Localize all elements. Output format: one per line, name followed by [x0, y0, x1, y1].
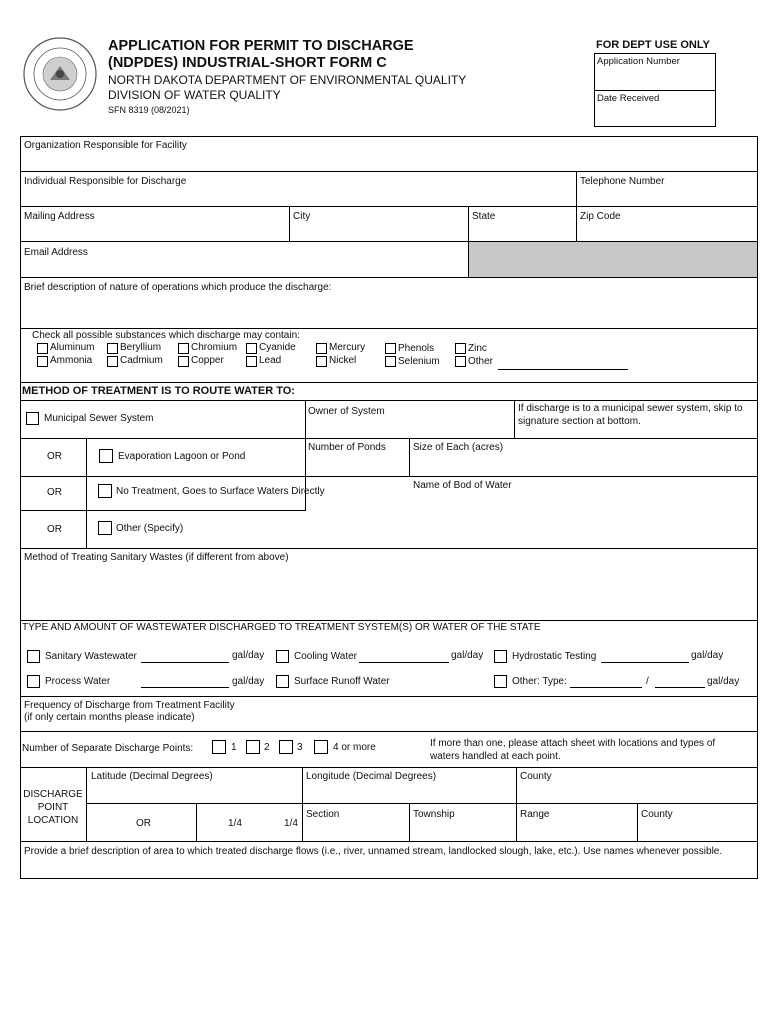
county-2-field[interactable]: County	[641, 809, 673, 820]
or-label-2: OR	[47, 487, 62, 498]
phenols-label: Phenols	[398, 343, 435, 354]
division-name: DIVISION OF WATER QUALITY	[108, 88, 281, 102]
evaporation-lagoon-checkbox[interactable]	[99, 449, 113, 463]
hydrostatic-testing-label: Hydrostatic Testing	[512, 651, 597, 662]
other-substance-line[interactable]	[498, 369, 628, 370]
points-3-checkbox[interactable]	[279, 740, 293, 754]
location-label-line1: DISCHARGE	[23, 789, 83, 800]
zip-field[interactable]: Zip Code	[580, 211, 621, 222]
location-or-label: OR	[136, 818, 151, 829]
form-title-line2: (NDPDES) INDUSTRIAL-SHORT FORM C	[108, 55, 387, 71]
email-shaded-area	[469, 242, 757, 277]
zinc-label: Zinc	[468, 343, 487, 354]
township-field[interactable]: Township	[413, 809, 455, 820]
dept-use-divider	[594, 90, 716, 91]
other-substance-checkbox[interactable]	[455, 356, 466, 367]
lead-checkbox[interactable]	[246, 356, 257, 367]
mercury-label: Mercury	[329, 342, 366, 353]
nickel-label: Nickel	[329, 355, 357, 366]
points-1-label: 1	[231, 742, 237, 753]
or-label-3: OR	[47, 524, 62, 535]
cooling-unit: gal/day	[451, 650, 484, 661]
longitude-field[interactable]: Longitude (Decimal Degrees)	[306, 771, 437, 782]
points-4-checkbox[interactable]	[314, 740, 328, 754]
ammonia-checkbox[interactable]	[37, 356, 48, 367]
ammonia-label: Ammonia	[50, 355, 93, 366]
hydrostatic-testing-checkbox[interactable]	[494, 650, 507, 663]
lead-label: Lead	[259, 355, 282, 366]
other-unit: gal/day	[707, 676, 740, 687]
mercury-checkbox[interactable]	[316, 343, 327, 354]
cyanide-label: Cyanide	[259, 342, 296, 353]
telephone-field[interactable]: Telephone Number	[580, 176, 665, 187]
department-name: NORTH DAKOTA DEPARTMENT OF ENVIRONMENTAL QUALITY	[108, 73, 467, 87]
other-type-checkbox[interactable]	[494, 675, 507, 688]
chromium-checkbox[interactable]	[178, 343, 189, 354]
sanitary-amount-line[interactable]	[141, 662, 229, 663]
frequency-label-line1[interactable]: Frequency of Discharge from Treatment Facility	[24, 700, 235, 711]
dept-use-heading: FOR DEPT USE ONLY	[596, 39, 710, 51]
hydrostatic-amount-line[interactable]	[601, 662, 689, 663]
state-seal-logo	[22, 36, 98, 112]
points-4-label: 4 or more	[333, 742, 376, 753]
process-water-label: Process Water	[45, 676, 111, 687]
process-amount-line[interactable]	[141, 687, 229, 688]
city-field[interactable]: City	[293, 211, 311, 222]
treatment-heading: METHOD OF TREATMENT IS TO ROUTE WATER TO:	[22, 385, 295, 397]
cooling-water-checkbox[interactable]	[276, 650, 289, 663]
quarter-1-field[interactable]: 1/4	[228, 818, 242, 829]
sanitary-wastewater-label: Sanitary Wastewater	[45, 651, 137, 662]
location-label-line3: LOCATION	[27, 815, 79, 826]
discharge-points-label: Number of Separate Discharge Points:	[22, 743, 194, 754]
process-water-checkbox[interactable]	[27, 675, 40, 688]
substances-prompt: Check all possible substances which discharge may contain:	[32, 330, 300, 341]
cooling-amount-line[interactable]	[359, 662, 449, 663]
form-title-line1: APPLICATION FOR PERMIT TO DISCHARGE	[108, 38, 414, 54]
no-treatment-checkbox[interactable]	[98, 484, 112, 498]
section-field[interactable]: Section	[306, 809, 340, 820]
evaporation-lagoon-label: Evaporation Lagoon or Pond	[118, 451, 246, 462]
mailing-address-field[interactable]: Mailing Address	[24, 211, 95, 222]
county-field[interactable]: County	[520, 771, 552, 782]
nickel-checkbox[interactable]	[316, 356, 327, 367]
sanitary-method-field[interactable]: Method of Treating Sanitary Wastes (if different from above)	[24, 552, 289, 563]
frequency-label-line2: (if only certain months please indicate)	[24, 712, 195, 723]
chromium-label: Chromium	[191, 342, 238, 353]
area-description-field[interactable]: Provide a brief description of area to which treated discharge flows (i.e., river, unnamed stream, landlocked slough, lake, etc.). Use names whenever possible.	[24, 846, 723, 857]
other-amount-line[interactable]	[655, 687, 705, 688]
cadmium-checkbox[interactable]	[107, 356, 118, 367]
wastewater-heading: TYPE AND AMOUNT OF WASTEWATER DISCHARGED TO TREATMENT SYSTEM(S) OR WATER OF THE STATE	[22, 622, 541, 633]
other-type-label: Other: Type:	[512, 676, 567, 687]
copper-label: Copper	[191, 355, 224, 366]
email-field[interactable]: Email Address	[24, 247, 88, 258]
cadmium-label: Cadmium	[120, 355, 163, 366]
owner-of-system-field[interactable]: Owner of System	[308, 406, 385, 417]
date-received-field[interactable]: Date Received	[597, 93, 660, 104]
other-specify-checkbox[interactable]	[98, 521, 112, 535]
surface-runoff-label: Surface Runoff Water	[294, 676, 390, 687]
sanitary-unit: gal/day	[232, 650, 265, 661]
operations-description-field[interactable]: Brief description of nature of operations which produce the discharge:	[24, 282, 332, 293]
application-number-field[interactable]: Application Number	[597, 56, 680, 67]
range-field[interactable]: Range	[520, 809, 550, 820]
size-of-each-field[interactable]: Size of Each (acres)	[413, 442, 504, 453]
beryllium-label: Beryllium	[120, 342, 162, 353]
individual-field[interactable]: Individual Responsible for Discharge	[24, 176, 187, 187]
number-of-ponds-field[interactable]: Number of Ponds	[308, 442, 386, 453]
phenols-checkbox[interactable]	[385, 343, 396, 354]
points-2-checkbox[interactable]	[246, 740, 260, 754]
beryllium-checkbox[interactable]	[107, 343, 118, 354]
cyanide-checkbox[interactable]	[246, 343, 257, 354]
points-3-label: 3	[297, 742, 303, 753]
hydrostatic-unit: gal/day	[691, 650, 724, 661]
copper-checkbox[interactable]	[178, 356, 189, 367]
other-specify-label: Other (Specify)	[116, 523, 184, 534]
discharge-point-location-label	[21, 788, 85, 827]
sanitary-wastewater-checkbox[interactable]	[27, 650, 40, 663]
form-number: SFN 8319 (08/2021)	[108, 105, 190, 115]
quarter-2-field[interactable]: 1/4	[284, 818, 298, 829]
selenium-label: Selenium	[398, 356, 440, 367]
or-label-1: OR	[47, 451, 62, 462]
discharge-points-note: If more than one, please attach sheet with locations and types of waters handled at each point.	[430, 738, 716, 762]
municipal-sewer-label: Municipal Sewer System	[44, 413, 154, 424]
state-field[interactable]: State	[472, 211, 496, 222]
cooling-water-label: Cooling Water	[294, 651, 357, 662]
points-1-checkbox[interactable]	[212, 740, 226, 754]
surface-runoff-checkbox[interactable]	[276, 675, 289, 688]
other-type-slash: /	[646, 676, 649, 687]
organization-field[interactable]: Organization Responsible for Facility	[24, 140, 187, 151]
points-2-label: 2	[264, 742, 270, 753]
aluminum-label: Aluminum	[50, 342, 95, 353]
municipal-sewer-checkbox[interactable]	[26, 412, 39, 425]
body-of-water-field[interactable]: Name of Bod of Water	[413, 480, 512, 491]
selenium-checkbox[interactable]	[385, 356, 396, 367]
municipal-skip-note: If discharge is to a municipal sewer system, skip to signature section at bottom.	[518, 403, 743, 427]
process-unit: gal/day	[232, 676, 265, 687]
location-label-line2: POINT	[37, 802, 69, 813]
latitude-field[interactable]: Latitude (Decimal Degrees)	[91, 771, 213, 782]
aluminum-checkbox[interactable]	[37, 343, 48, 354]
no-treatment-label: No Treatment, Goes to Surface Waters Directly	[116, 486, 325, 497]
other-type-line[interactable]	[570, 687, 642, 688]
other-substance-label: Other	[468, 356, 494, 367]
zinc-checkbox[interactable]	[455, 343, 466, 354]
